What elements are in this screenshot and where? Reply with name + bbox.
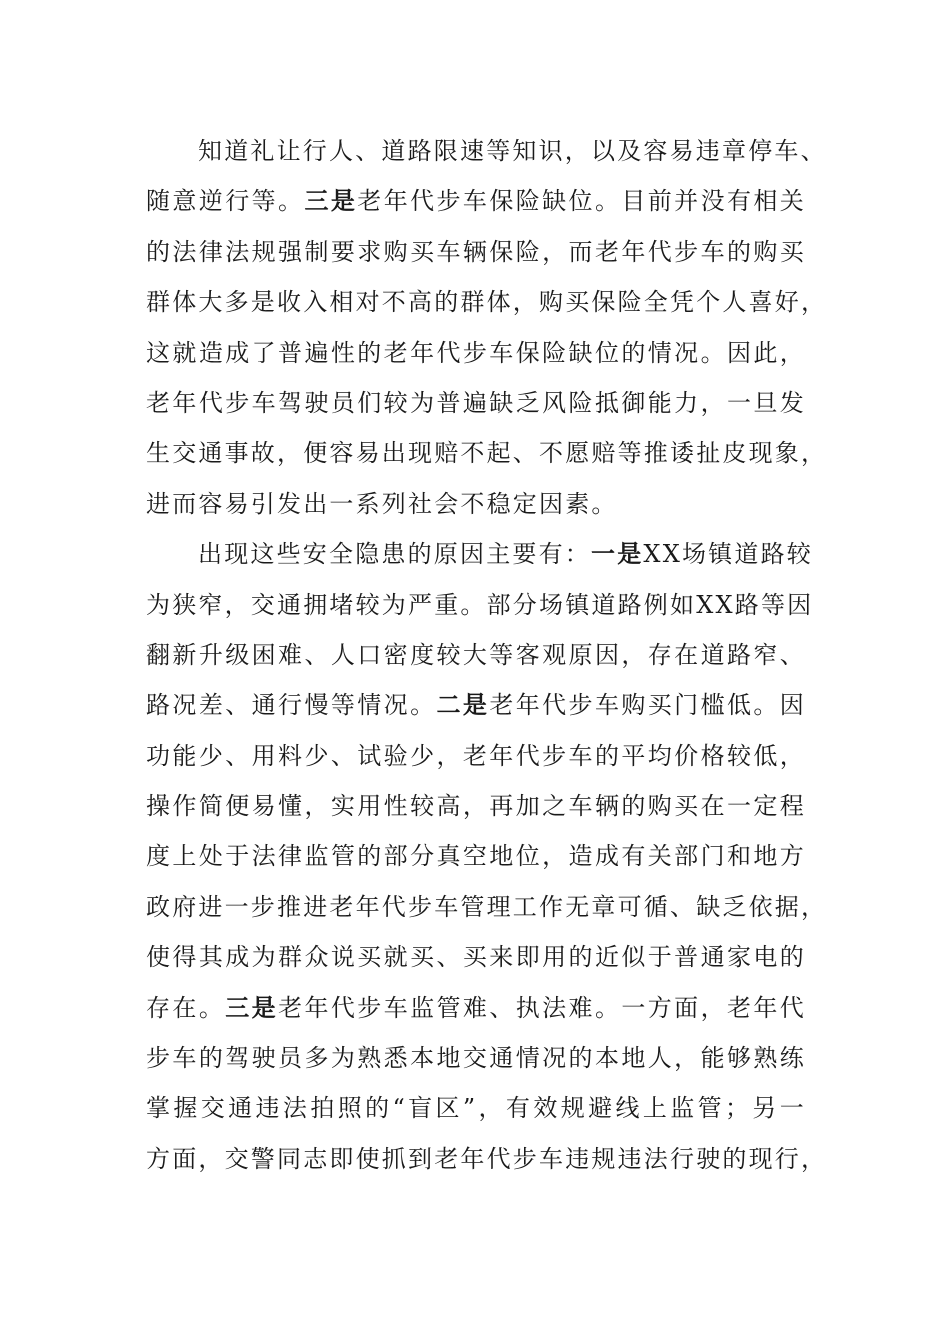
text-line: [146, 529, 813, 579]
text-run: 这就造成了普遍性的老年代步车保险缺位的情况。因此，: [146, 338, 806, 367]
text-run: 的法律法规强制要求购买车辆保险，而老年代步车的购买: [146, 237, 806, 266]
text-line: [146, 1033, 806, 1083]
text-line: [146, 831, 806, 881]
document-body-text: [146, 126, 828, 1184]
text-run: 步车的驾驶员多为熟悉本地交通情况的本地人，能够熟练: [146, 1044, 806, 1073]
text-line: [146, 1083, 806, 1133]
paragraph: [146, 529, 828, 1184]
text-run: 知道礼让行人、道路限速等知识，以及容易违章停车、: [198, 137, 827, 165]
text-run: 随意逆行等。: [146, 187, 305, 216]
text-run: 功能少、用料少、试验少，老年代步车的平均价格较低，: [146, 741, 806, 770]
text-run: 生交通事故，便容易出现赔不起、不愿赔等推诿扯皮现象，: [146, 439, 828, 468]
text-run: 老年代步车驾驶员们较为普遍缺乏风险抵御能力，一旦发: [146, 388, 806, 417]
text-line: [146, 1134, 828, 1184]
bold-text-run: 二是: [436, 690, 490, 720]
paragraph: [146, 126, 828, 529]
text-line: [146, 580, 814, 630]
text-line: [146, 731, 806, 781]
text-run: 老年代步车监管难、执法难。一方面，老年代: [278, 993, 807, 1022]
text-run: 老年代步车保险缺位。目前并没有相关: [357, 187, 807, 216]
text-line: [146, 983, 806, 1033]
text-run: 老年代步车购买门槛低。因: [489, 691, 806, 720]
text-line: [146, 882, 828, 932]
text-line: [146, 176, 806, 226]
text-run: 存在。: [146, 993, 226, 1022]
text-line: [146, 630, 806, 680]
text-run: 掌握交通违法拍照的“盲区”，有效规避线上监管；另一: [146, 1094, 806, 1123]
text-run: 为狭窄，交通拥堵较为严重。部分场镇道路例如XX路等因: [146, 590, 814, 619]
text-line: [146, 781, 806, 831]
text-line: [146, 479, 806, 529]
text-run: 方面，交警同志即使抓到老年代步车违规违法行驶的现行，: [146, 1144, 828, 1173]
text-run: 使得其成为群众说买就买、买来即用的近似于普通家电的: [146, 943, 806, 972]
bold-text-run: 三是: [304, 186, 358, 216]
text-line: [146, 378, 806, 428]
text-line: [146, 680, 806, 730]
bold-text-run: 一是: [591, 539, 644, 569]
text-run: 政府进一步推进老年代步车管理工作无章可循、缺乏依据，: [146, 892, 828, 921]
text-run: 路况差、通行慢等情况。: [146, 691, 437, 720]
bold-text-run: 三是: [225, 992, 279, 1022]
text-line: [146, 277, 828, 327]
text-run: 群体大多是收入相对不高的群体，购买保险全凭个人喜好，: [146, 288, 828, 317]
text-run: 翻新升级困难、人口密度较大等客观原因，存在道路窄、: [146, 640, 806, 669]
text-run: 出现这些安全隐患的原因主要有：: [198, 540, 591, 569]
text-line: [146, 428, 828, 478]
text-run: 进而容易引发出一系列社会不稳定因素。: [146, 489, 618, 518]
text-line: [146, 126, 827, 176]
text-line: [146, 328, 806, 378]
text-run: XX场镇道路较: [643, 540, 813, 569]
text-run: 操作简便易懂，实用性较高，再加之车辆的购买在一定程: [146, 792, 806, 821]
text-line: [146, 932, 806, 982]
text-line: [146, 227, 806, 277]
text-run: 度上处于法律监管的部分真空地位，造成有关部门和地方: [146, 842, 806, 871]
